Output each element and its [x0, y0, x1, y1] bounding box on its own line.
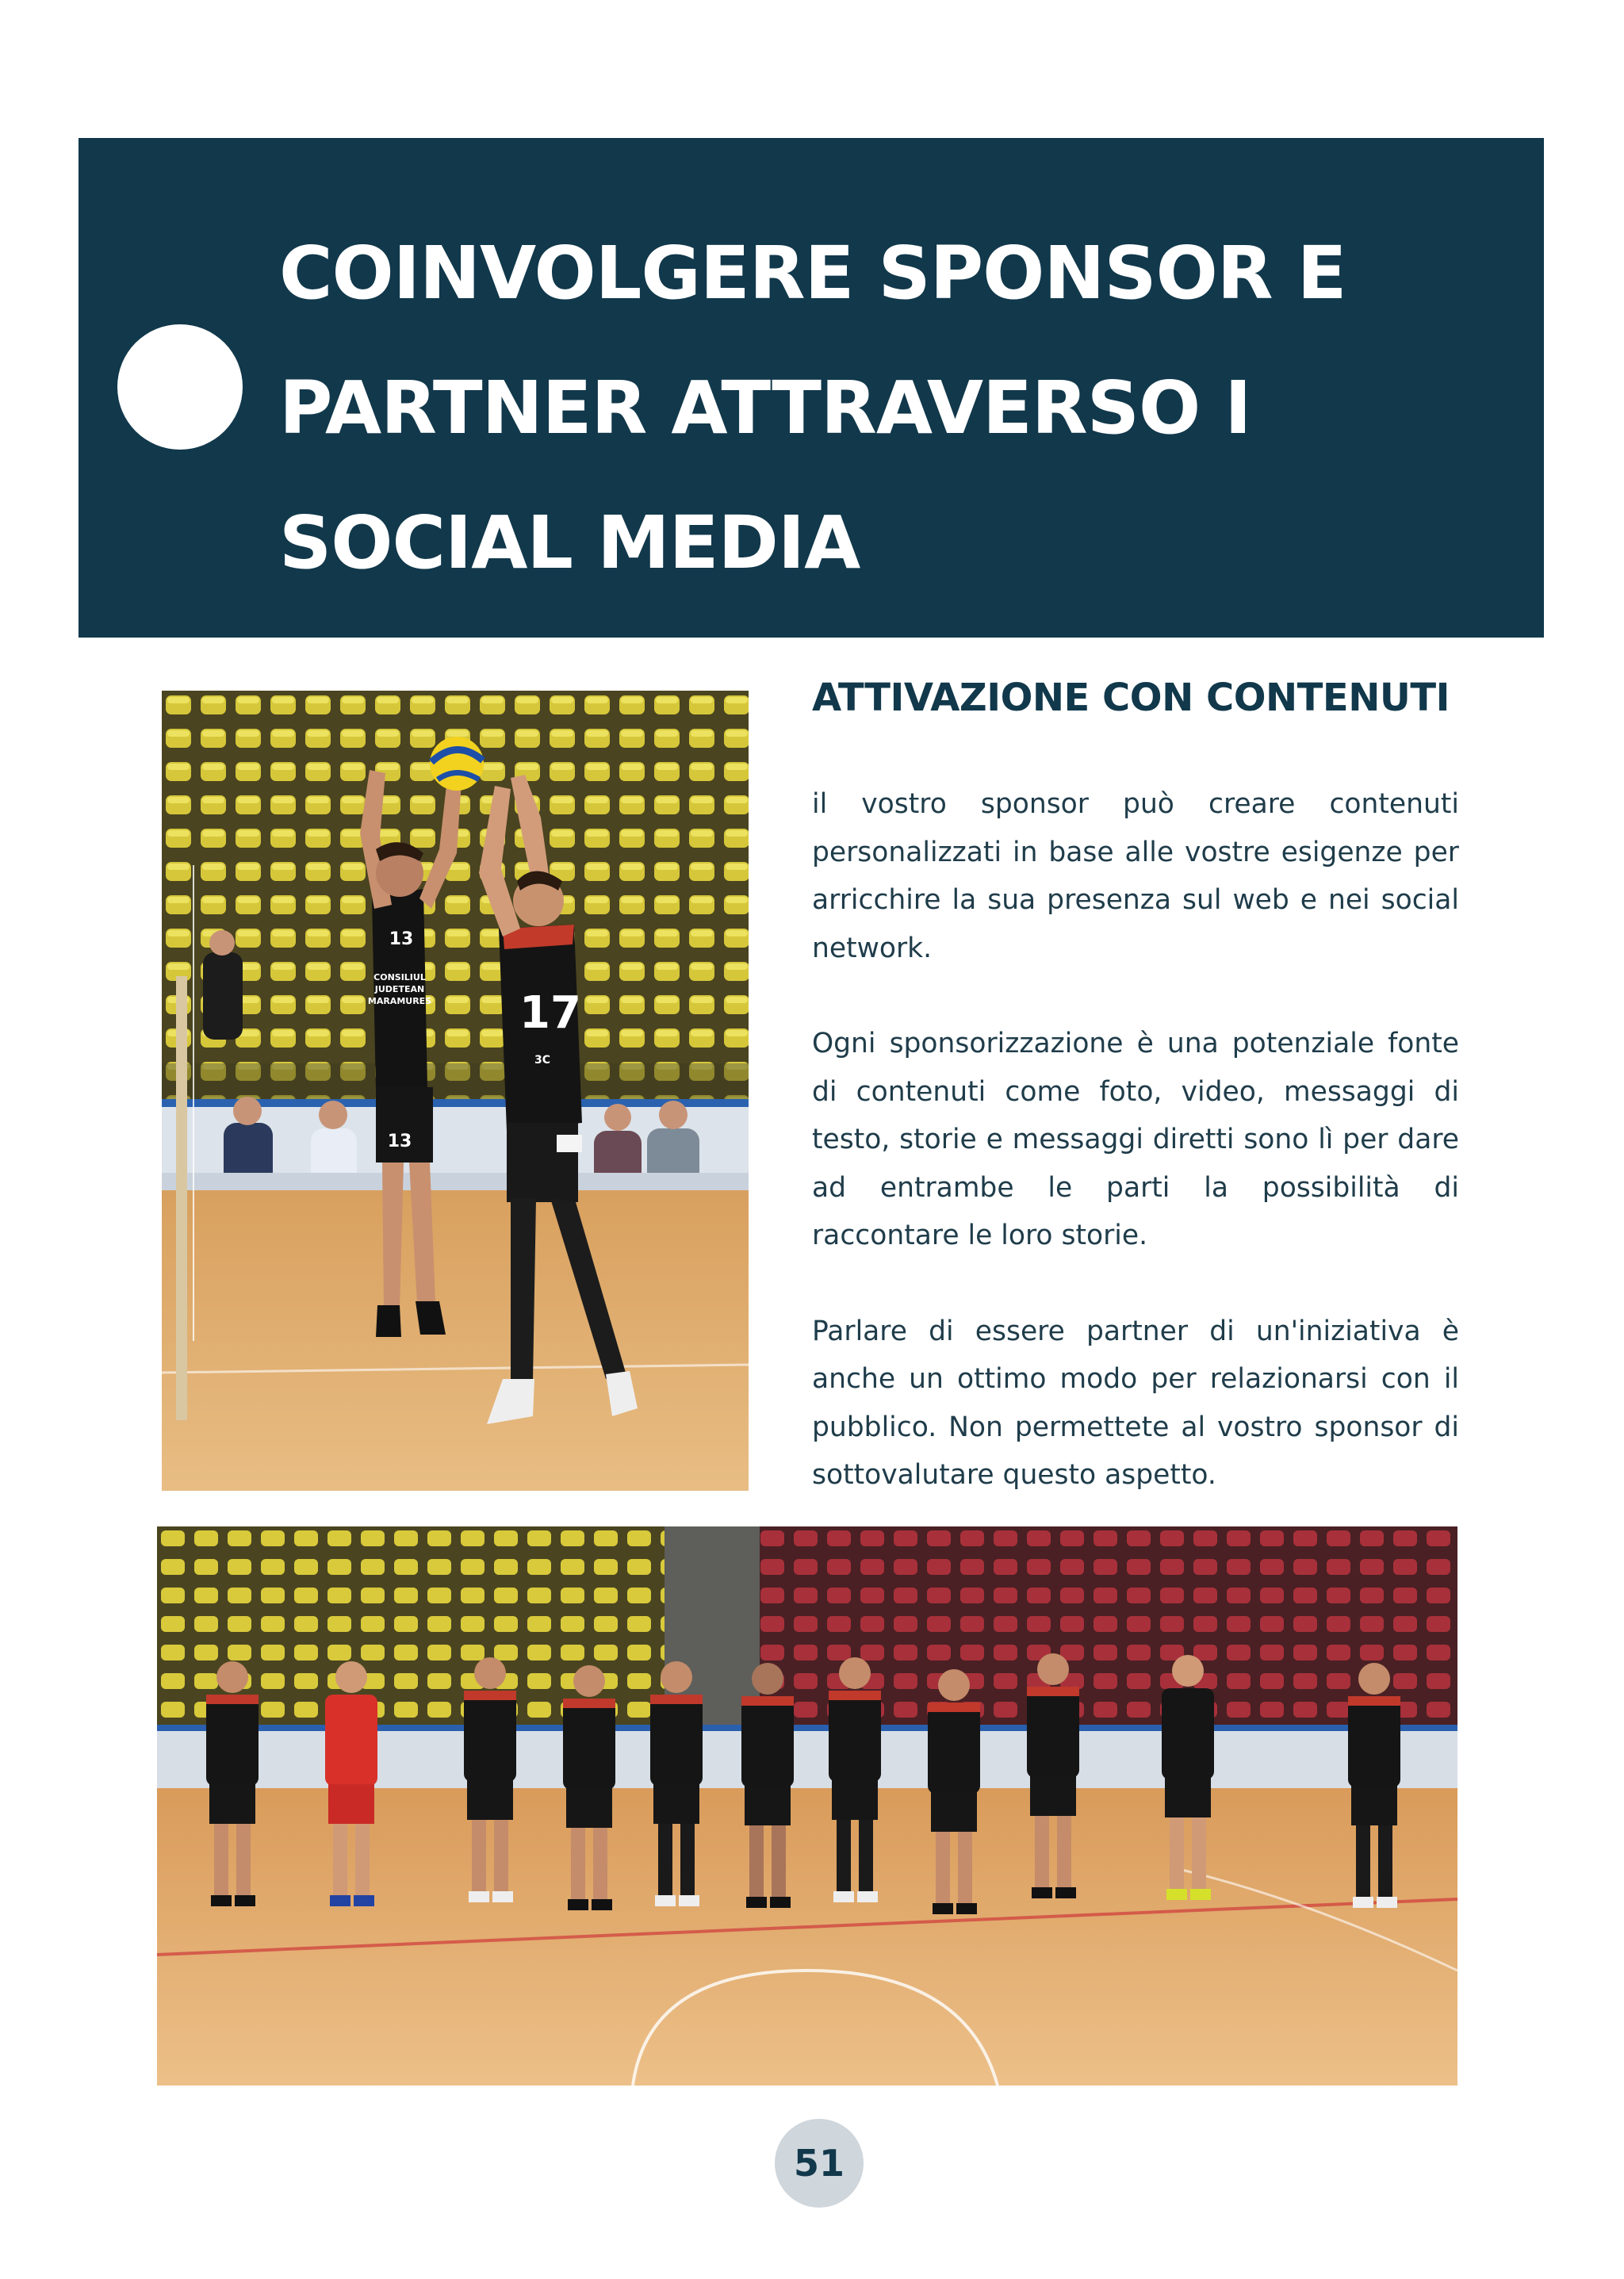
- page-title: [279, 206, 1500, 611]
- page-number-badge: 51: [775, 2119, 864, 2208]
- svg-text:17: 17: [519, 987, 581, 1039]
- svg-text:CONSILIUL: CONSILIUL: [373, 972, 426, 982]
- svg-text:JUDETEAN: JUDETEAN: [374, 984, 425, 994]
- content-column: [812, 672, 1459, 1500]
- body-paragraph: Parlare di essere partner di un'iniziativa è anche un ottimo modo per relazionarsi con il pubblico. Non permettete al vostro sponsor di sottovalutare questo aspetto.: [812, 1315, 1459, 1491]
- page-title-line: SOCIAL MEDIA: [279, 500, 860, 585]
- volleyball-jump-photo: [162, 691, 749, 1491]
- section-heading: ATTIVAZIONE CON CONTENUTI: [812, 676, 1450, 720]
- svg-text:13: 13: [389, 929, 414, 949]
- svg-text:MARAMURES: MARAMURES: [367, 996, 432, 1006]
- page-title-line: PARTNER ATTRAVERSO I: [279, 366, 1251, 450]
- svg-text:13: 13: [387, 1132, 412, 1151]
- body-paragraph: Ogni sponsorizzazione è una potenziale fonte di contenuti come foto, video, messaggi di testo, storie e messaggi diretti sono lì per dare ad entrambe le parti la possibilità di raccontare le loro storie.: [812, 1028, 1459, 1251]
- page-title-line: COINVOLGERE SPONSOR E: [279, 231, 1346, 316]
- svg-text:3C: 3C: [534, 1054, 551, 1067]
- body-paragraph: il vostro sponsor può creare contenuti personalizzati in base alle vostre esigenze per arricchire la sua presenza sul web e nei social network.: [812, 788, 1459, 964]
- banner-circle-decoration: [117, 324, 243, 450]
- title-banner: [79, 138, 1544, 638]
- team-lineup-photo: [157, 1526, 1457, 2086]
